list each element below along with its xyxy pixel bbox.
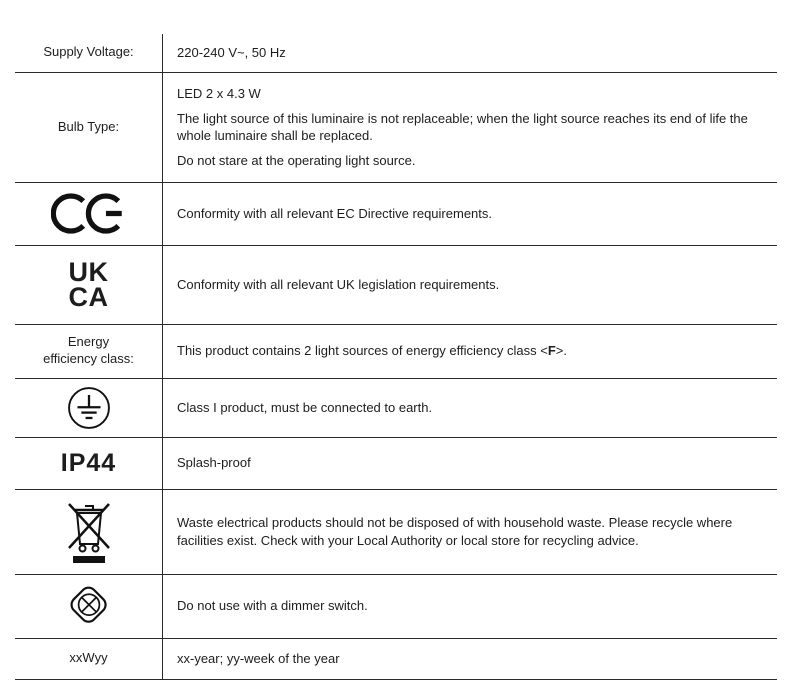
supply-voltage-label-cell: [15, 34, 163, 72]
ce-conformity-text: Conformity with all relevant EC Directive requirements.: [177, 205, 492, 221]
weee-text: Waste electrical products should not be disposed of with household waste. Please recycle where facilities exist. Check with your Local Authority or local store for recycling advice.: [177, 515, 733, 548]
energy-class-letter: F: [547, 343, 556, 359]
earth-symbol-icon: [66, 385, 112, 431]
bulb-type-wattage: LED 2 x 4.3 W: [177, 85, 261, 101]
earth-value-cell: [163, 379, 777, 437]
row-ce-conformity: [15, 183, 777, 246]
energy-class-value-cell: [163, 325, 777, 378]
ip44-text: Splash-proof: [177, 455, 251, 471]
supply-voltage-value: 220-240 V~, 50 Hz: [177, 45, 286, 60]
weee-crossed-bin-icon: [65, 498, 113, 566]
ce-mark-icon: [51, 190, 127, 237]
row-bulb-type: [15, 73, 777, 183]
row-ukca-conformity: [15, 246, 777, 325]
energy-class-value-post: >.: [555, 343, 567, 359]
ukca-icon-cell: [15, 246, 163, 324]
bulb-type-label: Bulb Type:: [57, 118, 120, 134]
ip44-value-cell: [163, 438, 777, 489]
weee-icon-cell: [15, 490, 163, 574]
bulb-type-value-cell: [163, 73, 777, 182]
bulb-type-replacement-note: The light source of this luminaire is not replaceable; when the light source reaches its end of life the whole luminaire shall be replaced.: [177, 110, 748, 144]
no-dimmer-value-cell: [163, 575, 777, 638]
energy-class-value-pre: This product contains 2 light sources of energy efficiency class <: [177, 343, 548, 359]
week-code-label-cell: [15, 639, 163, 679]
row-ip44: [15, 438, 777, 490]
supply-voltage-label: Supply Voltage:: [43, 44, 134, 60]
row-week-code: [15, 639, 777, 680]
week-code-text: xx-year; yy-week of the year: [177, 650, 340, 666]
no-dimmer-text: Do not use with a dimmer switch.: [177, 598, 368, 614]
supply-voltage-value-cell: [163, 34, 777, 72]
row-earth-class1: [15, 379, 777, 438]
earth-class1-text: Class I product, must be connected to earth.: [177, 399, 433, 415]
ip44-label-cell: [15, 438, 163, 489]
no-dimmer-icon: [63, 581, 115, 631]
row-no-dimmer: [15, 575, 777, 639]
week-code-label: xxWyy: [69, 650, 108, 666]
ukca-line-ca: CA: [68, 281, 109, 312]
ukca-mark-icon: [68, 256, 109, 312]
specification-table: [15, 34, 777, 680]
ukca-line-uk: UK: [68, 256, 109, 287]
bulb-type-label-cell: [15, 73, 163, 182]
ce-value-cell: [163, 183, 777, 245]
weee-value-cell: [163, 490, 777, 574]
week-code-value-cell: [163, 639, 777, 679]
ukca-conformity-text: Conformity with all relevant UK legislation requirements.: [177, 276, 500, 292]
ip44-label: IP44: [60, 448, 117, 477]
row-supply-voltage: [15, 34, 777, 73]
no-dimmer-icon-cell: [15, 575, 163, 638]
row-energy-class: [15, 325, 777, 379]
bulb-type-stare-warning: Do not stare at the operating light source.: [177, 152, 416, 168]
energy-class-label-cell: [15, 325, 163, 378]
energy-class-label-line1: Energy: [67, 334, 110, 350]
energy-class-label-line2: efficiency class:: [43, 351, 134, 367]
row-weee: [15, 490, 777, 575]
earth-icon-cell: [15, 379, 163, 437]
energy-class-value: [177, 342, 763, 360]
ce-icon-cell: [15, 183, 163, 245]
ukca-value-cell: [163, 246, 777, 324]
